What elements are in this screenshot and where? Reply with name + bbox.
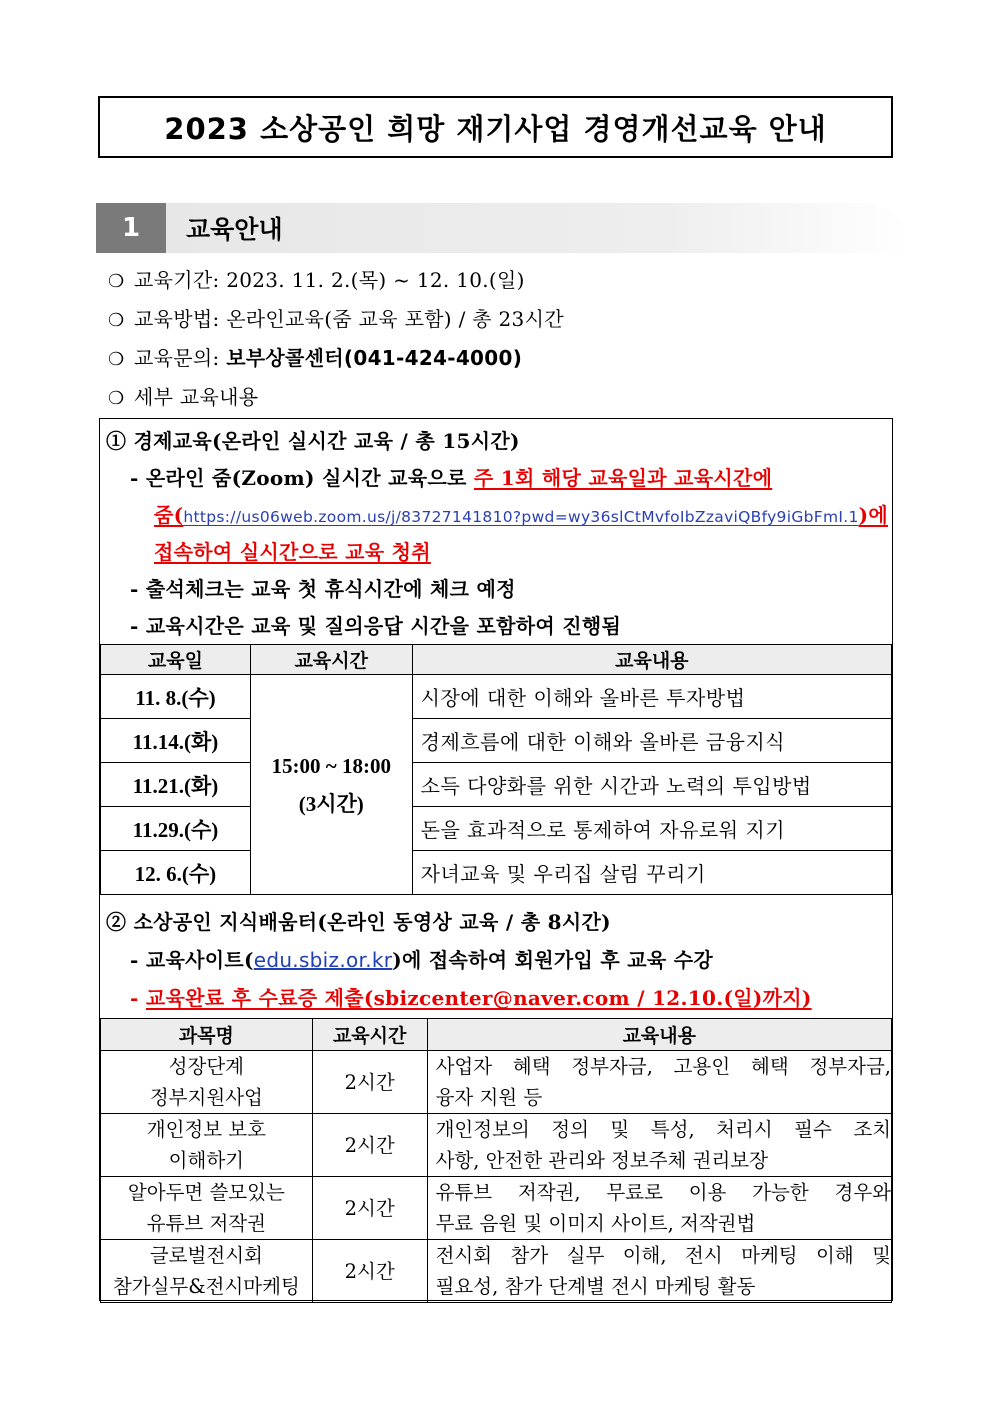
table-header: 교육내용 (427, 1019, 891, 1051)
zoom-link[interactable]: https://us06web.zoom.us/j/83727141810?pwd=wy36slCtMvfoIbZzaviQBfy9iGbFmI.1 (183, 508, 859, 526)
part2-line1: - 교육사이트(edu.sbiz.or.kr)에 접속하여 회원가입 후 교육 수강 (130, 948, 714, 972)
table-header: 과목명 (101, 1019, 313, 1051)
section-title: 교육안내 (186, 215, 283, 244)
table-row: 11.21.(화) 소득 다양화를 위한 시간과 노력의 투입방법 (101, 763, 892, 807)
circle-bullet-icon: ❍ (108, 310, 125, 331)
bullet-details: ❍ 세부 교육내용 (108, 385, 259, 409)
certificate-submit-notice: 교육완료 후 수료증 제출(sbizcenter@naver.com / 12.10.(일)까지) (145, 986, 812, 1010)
edu-site-link[interactable]: edu.sbiz.or.kr (253, 948, 393, 972)
circle-bullet-icon: ❍ (108, 349, 125, 370)
table-row: 성장단계 정부지원사업 2시간 사업자 혜택 정부자금, 고용인 혜택 정부자금, 융자 지원 등 (101, 1051, 892, 1114)
section-header (96, 203, 911, 253)
table-row: 11. 8.(수) 15:00 ~ 18:00 (3시간) 시장에 대한 이해와 올바른 투자방법 (101, 675, 892, 719)
table-row: 11.29.(수) 돈을 효과적으로 통제하여 자유로워 지기 (101, 807, 892, 851)
table-header: 교육시간 (250, 645, 412, 675)
knowledge-course-table (100, 1018, 892, 1303)
part2-line2: - 교육완료 후 수료증 제출(sbizcenter@naver.com / 12.10.(일)까지) (130, 986, 812, 1010)
circle-bullet-icon: ❍ (108, 271, 125, 292)
part1-line5: - 교육시간은 교육 및 질의응답 시간을 포함하여 진행됨 (130, 614, 622, 638)
part1-line1: - 온라인 줌(Zoom) 실시간 교육으로 주 1회 해당 교육일과 교육시간에 (130, 466, 773, 490)
table-header: 교육시간 (312, 1019, 427, 1051)
circle-bullet-icon: ❍ (108, 388, 125, 409)
bullet-period: ❍ 교육기간: 2023. 11. 2.(목) ~ 12. 10.(일) (108, 268, 525, 292)
table-header: 교육일 (101, 645, 251, 675)
page-title: 2023 소상공인 희망 재기사업 경영개선교육 안내 (98, 96, 893, 158)
part1-line4: - 출석체크는 교육 첫 휴식시간에 체크 예정 (130, 577, 516, 601)
table-header: 교육내용 (412, 645, 891, 675)
bullet-inquiry: ❍ 교육문의: 보부상콜센터(041-424-4000) (108, 346, 523, 370)
table-row: 알아두면 쓸모있는 유튜브 저작권 2시간 유튜브 저작권, 무료로 이용 가능한 경우와 무료 음원 및 이미지 사이트, 저작권법 (101, 1177, 892, 1240)
part1-line2: 줌(https://us06web.zoom.us/j/83727141810?pwd=wy36slCtMvfoIbZzaviQBfy9iGbFmI.1)에 (154, 503, 889, 527)
table-row: 12. 6.(수) 자녀교육 및 우리집 살림 꾸리기 (101, 851, 892, 895)
economy-schedule-table (100, 644, 892, 895)
table-row: 11.14.(화) 경제흐름에 대한 이해와 올바른 금융지식 (101, 719, 892, 763)
details-box (99, 418, 893, 1301)
section-number: 1 (96, 203, 166, 253)
part1-line3: 접속하여 실시간으로 교육 청취 (154, 540, 431, 564)
table-row: 개인정보 보호 이해하기 2시간 개인정보의 정의 및 특성, 처리시 필수 조치 사항, 안전한 관리와 정보주체 권리보장 (101, 1114, 892, 1177)
part2-heading: ② 소상공인 지식배움터(온라인 동영상 교육 / 총 8시간) (106, 910, 611, 934)
table-row: 글로벌전시회 참가실무&전시마케팅 2시간 전시회 참가 실무 이해, 전시 마케팅 이해 및 필요성, 참가 단계별 전시 마케팅 활동 (101, 1240, 892, 1303)
part1-heading: ① 경제교육(온라인 실시간 교육 / 총 15시간) (106, 429, 520, 453)
time-cell: 15:00 ~ 18:00 (3시간) (250, 675, 412, 895)
bullet-method: ❍ 교육방법: 온라인교육(줌 교육 포함) / 총 23시간 (108, 307, 564, 331)
